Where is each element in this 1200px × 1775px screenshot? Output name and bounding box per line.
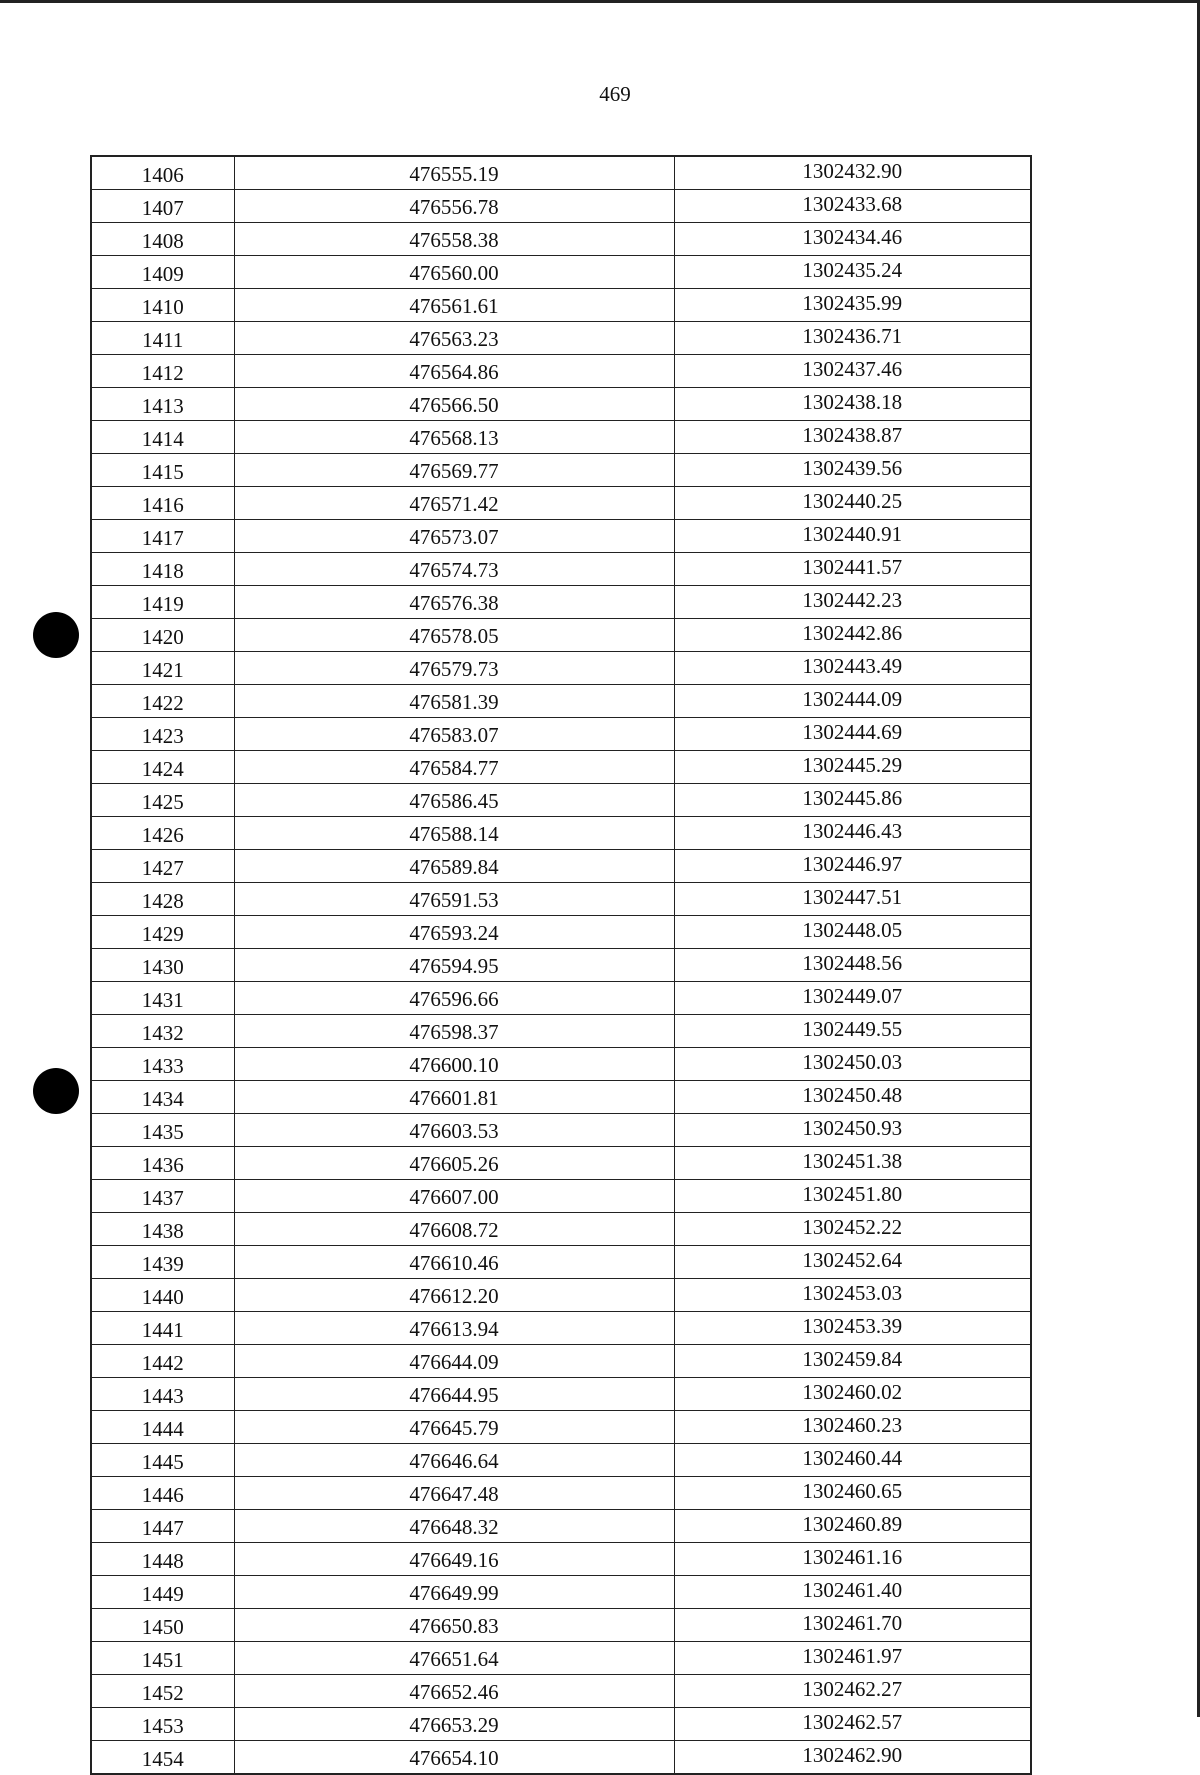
- x-coordinate-cell: 476558.38: [234, 223, 674, 256]
- table-row: [91, 256, 1031, 289]
- point-id-cell: 1407: [91, 190, 234, 223]
- point-id-cell: 1429: [91, 916, 234, 949]
- point-id-cell: 1436: [91, 1147, 234, 1180]
- y-coordinate-cell: 1302441.57: [674, 553, 1031, 586]
- point-id-cell: 1444: [91, 1411, 234, 1444]
- x-coordinate-cell: 476649.16: [234, 1543, 674, 1576]
- y-coordinate-cell: 1302461.70: [674, 1609, 1031, 1642]
- y-coordinate-cell: 1302447.51: [674, 883, 1031, 916]
- y-coordinate-cell: 1302440.91: [674, 520, 1031, 553]
- point-id-cell: 1450: [91, 1609, 234, 1642]
- table-row: [91, 388, 1031, 421]
- table-row: [91, 1741, 1031, 1775]
- y-coordinate-cell: 1302437.46: [674, 355, 1031, 388]
- point-id-cell: 1406: [91, 156, 234, 190]
- y-coordinate-cell: 1302448.56: [674, 949, 1031, 982]
- y-coordinate-cell: 1302434.46: [674, 223, 1031, 256]
- point-id-cell: 1418: [91, 553, 234, 586]
- table-row: [91, 1048, 1031, 1081]
- table-row: [91, 1147, 1031, 1180]
- table-row: [91, 520, 1031, 553]
- point-id-cell: 1453: [91, 1708, 234, 1741]
- point-id-cell: 1427: [91, 850, 234, 883]
- y-coordinate-cell: 1302460.65: [674, 1477, 1031, 1510]
- point-id-cell: 1417: [91, 520, 234, 553]
- table-row: [91, 916, 1031, 949]
- x-coordinate-cell: 476644.95: [234, 1378, 674, 1411]
- point-id-cell: 1440: [91, 1279, 234, 1312]
- table-row: [91, 817, 1031, 850]
- y-coordinate-cell: 1302462.90: [674, 1741, 1031, 1775]
- table-row: [91, 487, 1031, 520]
- x-coordinate-cell: 476607.00: [234, 1180, 674, 1213]
- point-id-cell: 1437: [91, 1180, 234, 1213]
- point-id-cell: 1411: [91, 322, 234, 355]
- point-id-cell: 1414: [91, 421, 234, 454]
- y-coordinate-cell: 1302460.89: [674, 1510, 1031, 1543]
- x-coordinate-cell: 476589.84: [234, 850, 674, 883]
- y-coordinate-cell: 1302445.29: [674, 751, 1031, 784]
- table-row: [91, 1081, 1031, 1114]
- x-coordinate-cell: 476569.77: [234, 454, 674, 487]
- table-row: [91, 586, 1031, 619]
- table-row: [91, 190, 1031, 223]
- table-row: [91, 751, 1031, 784]
- table-row: [91, 685, 1031, 718]
- x-coordinate-cell: 476644.09: [234, 1345, 674, 1378]
- point-id-cell: 1410: [91, 289, 234, 322]
- y-coordinate-cell: 1302443.49: [674, 652, 1031, 685]
- x-coordinate-cell: 476654.10: [234, 1741, 674, 1775]
- y-coordinate-cell: 1302460.02: [674, 1378, 1031, 1411]
- x-coordinate-cell: 476645.79: [234, 1411, 674, 1444]
- coordinate-table-body: [91, 156, 1031, 1774]
- point-id-cell: 1443: [91, 1378, 234, 1411]
- x-coordinate-cell: 476594.95: [234, 949, 674, 982]
- x-coordinate-cell: 476610.46: [234, 1246, 674, 1279]
- table-row: [91, 156, 1031, 190]
- point-id-cell: 1448: [91, 1543, 234, 1576]
- y-coordinate-cell: 1302432.90: [674, 156, 1031, 190]
- x-coordinate-cell: 476650.83: [234, 1609, 674, 1642]
- x-coordinate-cell: 476584.77: [234, 751, 674, 784]
- y-coordinate-cell: 1302461.16: [674, 1543, 1031, 1576]
- point-id-cell: 1452: [91, 1675, 234, 1708]
- x-coordinate-cell: 476613.94: [234, 1312, 674, 1345]
- table-row: [91, 223, 1031, 256]
- y-coordinate-cell: 1302442.86: [674, 619, 1031, 652]
- table-row: [91, 1279, 1031, 1312]
- x-coordinate-cell: 476581.39: [234, 685, 674, 718]
- x-coordinate-cell: 476646.64: [234, 1444, 674, 1477]
- point-id-cell: 1425: [91, 784, 234, 817]
- x-coordinate-cell: 476586.45: [234, 784, 674, 817]
- point-id-cell: 1421: [91, 652, 234, 685]
- y-coordinate-cell: 1302448.05: [674, 916, 1031, 949]
- y-coordinate-cell: 1302442.23: [674, 586, 1031, 619]
- x-coordinate-cell: 476556.78: [234, 190, 674, 223]
- table-row: [91, 1642, 1031, 1675]
- table-row: [91, 1015, 1031, 1048]
- point-id-cell: 1451: [91, 1642, 234, 1675]
- table-row: [91, 1411, 1031, 1444]
- y-coordinate-cell: 1302451.80: [674, 1180, 1031, 1213]
- table-row: [91, 1477, 1031, 1510]
- table-row: [91, 355, 1031, 388]
- point-id-cell: 1428: [91, 883, 234, 916]
- point-id-cell: 1441: [91, 1312, 234, 1345]
- y-coordinate-cell: 1302449.55: [674, 1015, 1031, 1048]
- point-id-cell: 1413: [91, 388, 234, 421]
- table-row: [91, 1345, 1031, 1378]
- point-id-cell: 1419: [91, 586, 234, 619]
- x-coordinate-cell: 476560.00: [234, 256, 674, 289]
- x-coordinate-cell: 476574.73: [234, 553, 674, 586]
- point-id-cell: 1420: [91, 619, 234, 652]
- point-id-cell: 1426: [91, 817, 234, 850]
- y-coordinate-cell: 1302450.48: [674, 1081, 1031, 1114]
- y-coordinate-cell: 1302445.86: [674, 784, 1031, 817]
- point-id-cell: 1415: [91, 454, 234, 487]
- y-coordinate-cell: 1302439.56: [674, 454, 1031, 487]
- y-coordinate-cell: 1302452.22: [674, 1213, 1031, 1246]
- table-row: [91, 1213, 1031, 1246]
- table-row: [91, 1180, 1031, 1213]
- y-coordinate-cell: 1302449.07: [674, 982, 1031, 1015]
- x-coordinate-cell: 476593.24: [234, 916, 674, 949]
- point-id-cell: 1412: [91, 355, 234, 388]
- point-id-cell: 1434: [91, 1081, 234, 1114]
- table-row: [91, 982, 1031, 1015]
- table-row: [91, 1312, 1031, 1345]
- point-id-cell: 1442: [91, 1345, 234, 1378]
- point-id-cell: 1433: [91, 1048, 234, 1081]
- table-row: [91, 1378, 1031, 1411]
- y-coordinate-cell: 1302435.99: [674, 289, 1031, 322]
- table-row: [91, 1708, 1031, 1741]
- y-coordinate-cell: 1302462.27: [674, 1675, 1031, 1708]
- x-coordinate-cell: 476576.38: [234, 586, 674, 619]
- point-id-cell: 1446: [91, 1477, 234, 1510]
- x-coordinate-cell: 476600.10: [234, 1048, 674, 1081]
- y-coordinate-cell: 1302451.38: [674, 1147, 1031, 1180]
- table-row: [91, 1444, 1031, 1477]
- point-id-cell: 1424: [91, 751, 234, 784]
- y-coordinate-cell: 1302440.25: [674, 487, 1031, 520]
- y-coordinate-cell: 1302453.39: [674, 1312, 1031, 1345]
- table-row: [91, 949, 1031, 982]
- point-id-cell: 1422: [91, 685, 234, 718]
- point-id-cell: 1454: [91, 1741, 234, 1775]
- x-coordinate-cell: 476588.14: [234, 817, 674, 850]
- x-coordinate-cell: 476651.64: [234, 1642, 674, 1675]
- table-row: [91, 784, 1031, 817]
- y-coordinate-cell: 1302444.69: [674, 718, 1031, 751]
- x-coordinate-cell: 476649.99: [234, 1576, 674, 1609]
- x-coordinate-cell: 476647.48: [234, 1477, 674, 1510]
- x-coordinate-cell: 476603.53: [234, 1114, 674, 1147]
- table-row: [91, 883, 1031, 916]
- y-coordinate-cell: 1302436.71: [674, 322, 1031, 355]
- y-coordinate-cell: 1302446.97: [674, 850, 1031, 883]
- y-coordinate-cell: 1302450.03: [674, 1048, 1031, 1081]
- x-coordinate-cell: 476605.26: [234, 1147, 674, 1180]
- table-row: [91, 619, 1031, 652]
- table-row: [91, 1675, 1031, 1708]
- y-coordinate-cell: 1302460.23: [674, 1411, 1031, 1444]
- x-coordinate-cell: 476568.13: [234, 421, 674, 454]
- x-coordinate-cell: 476571.42: [234, 487, 674, 520]
- x-coordinate-cell: 476561.61: [234, 289, 674, 322]
- point-id-cell: 1449: [91, 1576, 234, 1609]
- y-coordinate-cell: 1302452.64: [674, 1246, 1031, 1279]
- y-coordinate-cell: 1302453.03: [674, 1279, 1031, 1312]
- table-row: [91, 1510, 1031, 1543]
- x-coordinate-cell: 476596.66: [234, 982, 674, 1015]
- y-coordinate-cell: 1302461.97: [674, 1642, 1031, 1675]
- point-id-cell: 1438: [91, 1213, 234, 1246]
- page-number: 469: [599, 82, 631, 106]
- y-coordinate-cell: 1302450.93: [674, 1114, 1031, 1147]
- table-row: [91, 289, 1031, 322]
- x-coordinate-cell: 476653.29: [234, 1708, 674, 1741]
- x-coordinate-cell: 476601.81: [234, 1081, 674, 1114]
- x-coordinate-cell: 476591.53: [234, 883, 674, 916]
- x-coordinate-cell: 476579.73: [234, 652, 674, 685]
- coordinate-table: [90, 155, 1032, 1775]
- y-coordinate-cell: 1302462.57: [674, 1708, 1031, 1741]
- y-coordinate-cell: 1302446.43: [674, 817, 1031, 850]
- x-coordinate-cell: 476583.07: [234, 718, 674, 751]
- table-row: [91, 652, 1031, 685]
- point-id-cell: 1430: [91, 949, 234, 982]
- x-coordinate-cell: 476564.86: [234, 355, 674, 388]
- point-id-cell: 1408: [91, 223, 234, 256]
- point-id-cell: 1431: [91, 982, 234, 1015]
- table-row: [91, 454, 1031, 487]
- x-coordinate-cell: 476555.19: [234, 156, 674, 190]
- table-row: [91, 553, 1031, 586]
- table-row: [91, 1576, 1031, 1609]
- y-coordinate-cell: 1302459.84: [674, 1345, 1031, 1378]
- punch-hole-mark: [33, 1068, 79, 1114]
- x-coordinate-cell: 476563.23: [234, 322, 674, 355]
- x-coordinate-cell: 476648.32: [234, 1510, 674, 1543]
- y-coordinate-cell: 1302438.18: [674, 388, 1031, 421]
- y-coordinate-cell: 1302435.24: [674, 256, 1031, 289]
- x-coordinate-cell: 476566.50: [234, 388, 674, 421]
- y-coordinate-cell: 1302433.68: [674, 190, 1031, 223]
- point-id-cell: 1447: [91, 1510, 234, 1543]
- x-coordinate-cell: 476598.37: [234, 1015, 674, 1048]
- point-id-cell: 1423: [91, 718, 234, 751]
- x-coordinate-cell: 476652.46: [234, 1675, 674, 1708]
- table-row: [91, 1609, 1031, 1642]
- y-coordinate-cell: 1302460.44: [674, 1444, 1031, 1477]
- y-coordinate-cell: 1302438.87: [674, 421, 1031, 454]
- table-row: [91, 1543, 1031, 1576]
- point-id-cell: 1416: [91, 487, 234, 520]
- point-id-cell: 1439: [91, 1246, 234, 1279]
- table-row: [91, 1114, 1031, 1147]
- point-id-cell: 1432: [91, 1015, 234, 1048]
- table-row: [91, 1246, 1031, 1279]
- x-coordinate-cell: 476608.72: [234, 1213, 674, 1246]
- x-coordinate-cell: 476578.05: [234, 619, 674, 652]
- point-id-cell: 1445: [91, 1444, 234, 1477]
- point-id-cell: 1435: [91, 1114, 234, 1147]
- y-coordinate-cell: 1302444.09: [674, 685, 1031, 718]
- x-coordinate-cell: 476612.20: [234, 1279, 674, 1312]
- table-row: [91, 850, 1031, 883]
- punch-hole-mark: [33, 612, 79, 658]
- table-row: [91, 322, 1031, 355]
- y-coordinate-cell: 1302461.40: [674, 1576, 1031, 1609]
- table-row: [91, 718, 1031, 751]
- table-row: [91, 421, 1031, 454]
- point-id-cell: 1409: [91, 256, 234, 289]
- x-coordinate-cell: 476573.07: [234, 520, 674, 553]
